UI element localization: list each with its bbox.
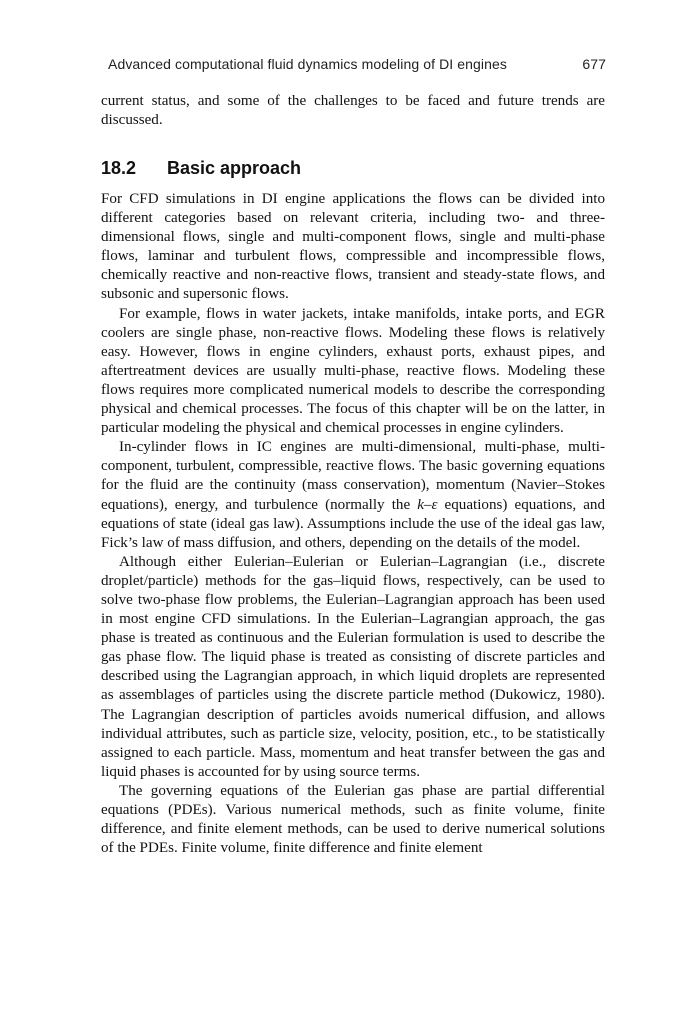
paragraph-2: For example, flows in water jackets, intake manifolds, intake ports, and EGR coolers are single phase, non-reactive flows. Modeling these flows is relatively easy. However, flows in engine cylinders, exhaust ports, exhaust pipes, and aftertreatment devices are usually multi-phase, reactive flows. Modeling these flows requires more complicated numerical models to describe the corresponding physical and chemical processes. The focus of this chapter will be on the latter, in particular modeling the physical and chemical processes in engine cylinders. (101, 305, 605, 437)
paragraph-3-part-2: equations) equations, and equations of state (ideal gas law). Assumptions include the use of the ideal gas law, Fick’s law of mass diffusion, and others, depending on the details of the model. (101, 496, 605, 551)
intro-text-block (101, 92, 605, 130)
paragraph-1: For CFD simulations in DI engine applications the flows can be divided into different categories based on relevant criteria, including two- and three-dimensional flows, single and multi-component flows, single and multi-phase flows, laminar and turbulent flows, compressible and incompressible flows, chemically reactive and non-reactive flows, transient and steady-state flows, and subsonic and supersonic flows. (101, 191, 605, 303)
paragraph-5: The governing equations of the Eulerian gas phase are partial differential equations (PDEs). Various numerical methods, such as finite volume, finite difference, and finite element methods, can be used to derive numerical solutions of the PDEs. Finite volume, finite difference and finite element (101, 782, 605, 857)
paragraph-4: Although either Eulerian–Eulerian or Eulerian–Lagrangian (i.e., discrete droplet/particle) methods for the gas–liquid flows, respectively, can be used to solve two-phase flow problems, the Eulerian–Lagrangian approach has been used in most engine CFD simulations. In the Eulerian–Lagrangian approach, the gas phase is treated as continuous and the Eulerian formulation is used to describe the gas phase flow. The liquid phase is treated as consisting of discrete particles and described using the Lagrangian approach, in which liquid droplets are represented as assemblages of particles using the discrete particle method (Dukowicz, 1980). The Lagrangian description of particles avoids numerical diffusion, and allows individual attributes, such as particle size, velocity, position, etc., to be statistically assigned to each particle. Mass, momentum and heat transfer between the gas and liquid phases is accounted for by using source terms. (101, 553, 605, 780)
section-number: 18.2 (101, 158, 137, 178)
intro-paragraph: current status, and some of the challenges to be faced and future trends are discussed. (101, 93, 605, 129)
k-epsilon-symbol: k–ε (417, 496, 438, 513)
section-title: Basic approach (167, 158, 302, 178)
running-header (108, 56, 606, 72)
section-heading (101, 158, 301, 179)
paragraph-3-part-1: In-cylinder flows in IC engines are multi-dimensional, multi-phase, multi-component, turbulent, compressible, reactive flows. The basic governing equations for the fluid are the continuity (mass conservation), momentum (Navier–Stokes equations), energy, and turbulence (normally the (101, 439, 605, 513)
paragraph-3 (101, 438, 605, 553)
page-number: 677 (582, 56, 606, 72)
running-title: Advanced computational fluid dynamics modeling of DI engines (108, 56, 508, 72)
section-body (101, 190, 605, 858)
